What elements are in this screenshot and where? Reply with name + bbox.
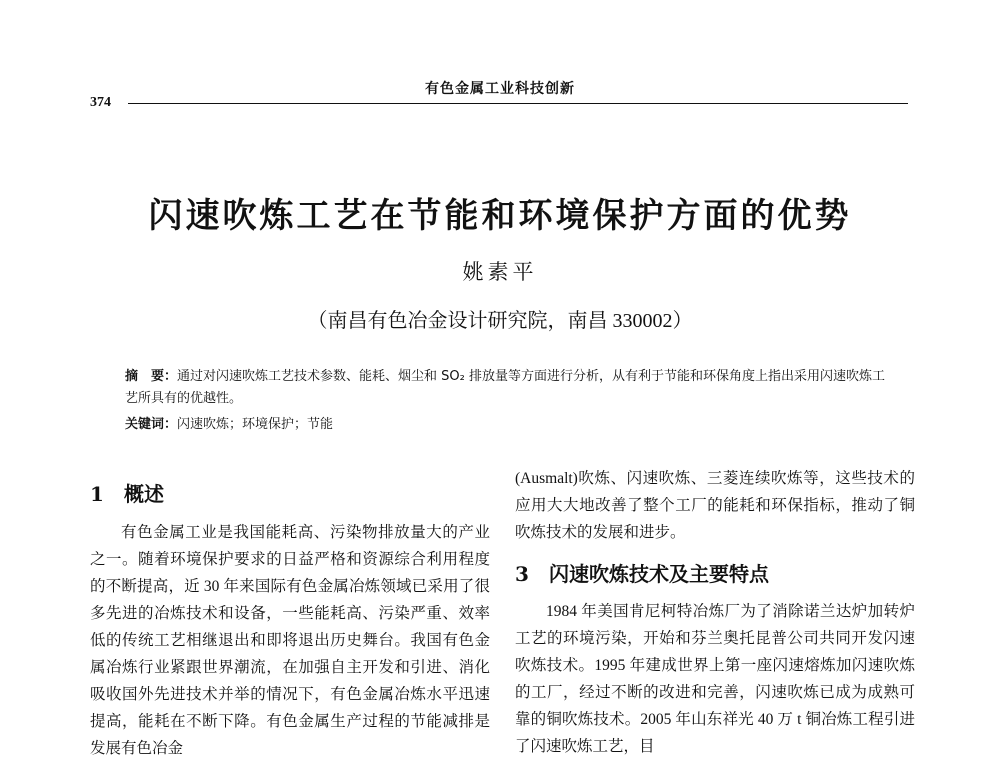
paper-title: 闪速吹炼工艺在节能和环境保护方面的优势 xyxy=(148,196,852,236)
section-1-title: 概述 xyxy=(124,482,164,506)
abstract-label: 摘 要： xyxy=(125,369,178,384)
section-1-number: 1 xyxy=(90,482,104,506)
section-3-paragraph: 1984 年美国肯尼柯特冶炼厂为了消除诺兰达炉加转炉工艺的环境污染，开始和芬兰奥托昆普公司共同开发闪速吹炼技术。1995 年建成世界上第一座闪速熔炼加闪速吹炼的工厂，经过不断的改进和完善，闪速吹炼已成为成熟可靠的铜吹炼技术。2005 年山东祥光 40 万 t 铜冶炼工程引进了闪速吹炼工艺，目 xyxy=(515,603,915,755)
right-column-lower xyxy=(515,598,915,760)
keywords xyxy=(125,414,885,436)
page-number: 374 xyxy=(90,95,111,110)
journal-title: 有色金属工业科技创新 xyxy=(425,81,575,97)
keywords-label: 关键词： xyxy=(125,417,178,432)
author: 姚素平 xyxy=(462,260,538,284)
section-3-number: 3 xyxy=(515,562,529,586)
right-column xyxy=(515,465,915,546)
section-1-paragraph: 有色金属工业是我国能耗高、污染物排放量大的产业之一。随着环境保护要求的日益严格和资源综合利用程度的不断提高，近 30 年来国际有色金属冶炼领域已采用了很多先进的冶炼技术和设备，一些能耗高、污染严重、效率低的传统工艺相继退出和即将退出历史舞台。我国有色金属冶炼行业紧跟世界潮流，在加强自主开发和引进、消化吸收国外先进技术并举的情况下，有色金属冶炼水平迅速提高，能耗在不断下降。有色金属生产过程的节能减排是发展有色冶金 xyxy=(90,524,490,757)
right-column-continuation: (Ausmalt)吹炼、闪速吹炼、三菱连续吹炼等，这些技术的应用大大地改善了整个工厂的能耗和环保指标，推动了铜吹炼技术的发展和进步。 xyxy=(515,470,915,541)
section-1-heading xyxy=(90,478,164,507)
abstract xyxy=(125,366,885,410)
left-column xyxy=(90,519,490,762)
keywords-text: 闪速吹炼；环境保护；节能 xyxy=(177,417,334,432)
header-rule xyxy=(128,103,908,104)
section-3-heading xyxy=(515,558,769,587)
abstract-text: 通过对闪速吹炼工艺技术参数、能耗、烟尘和 SO₂ 排放量等方面进行分析，从有利于节能和环保角度上指出采用闪速吹炼工艺所具有的优越性。 xyxy=(125,369,885,406)
affiliation: （南昌有色冶金设计研究院，南昌 330002） xyxy=(307,310,693,332)
section-3-title: 闪速吹炼技术及主要特点 xyxy=(549,562,769,586)
